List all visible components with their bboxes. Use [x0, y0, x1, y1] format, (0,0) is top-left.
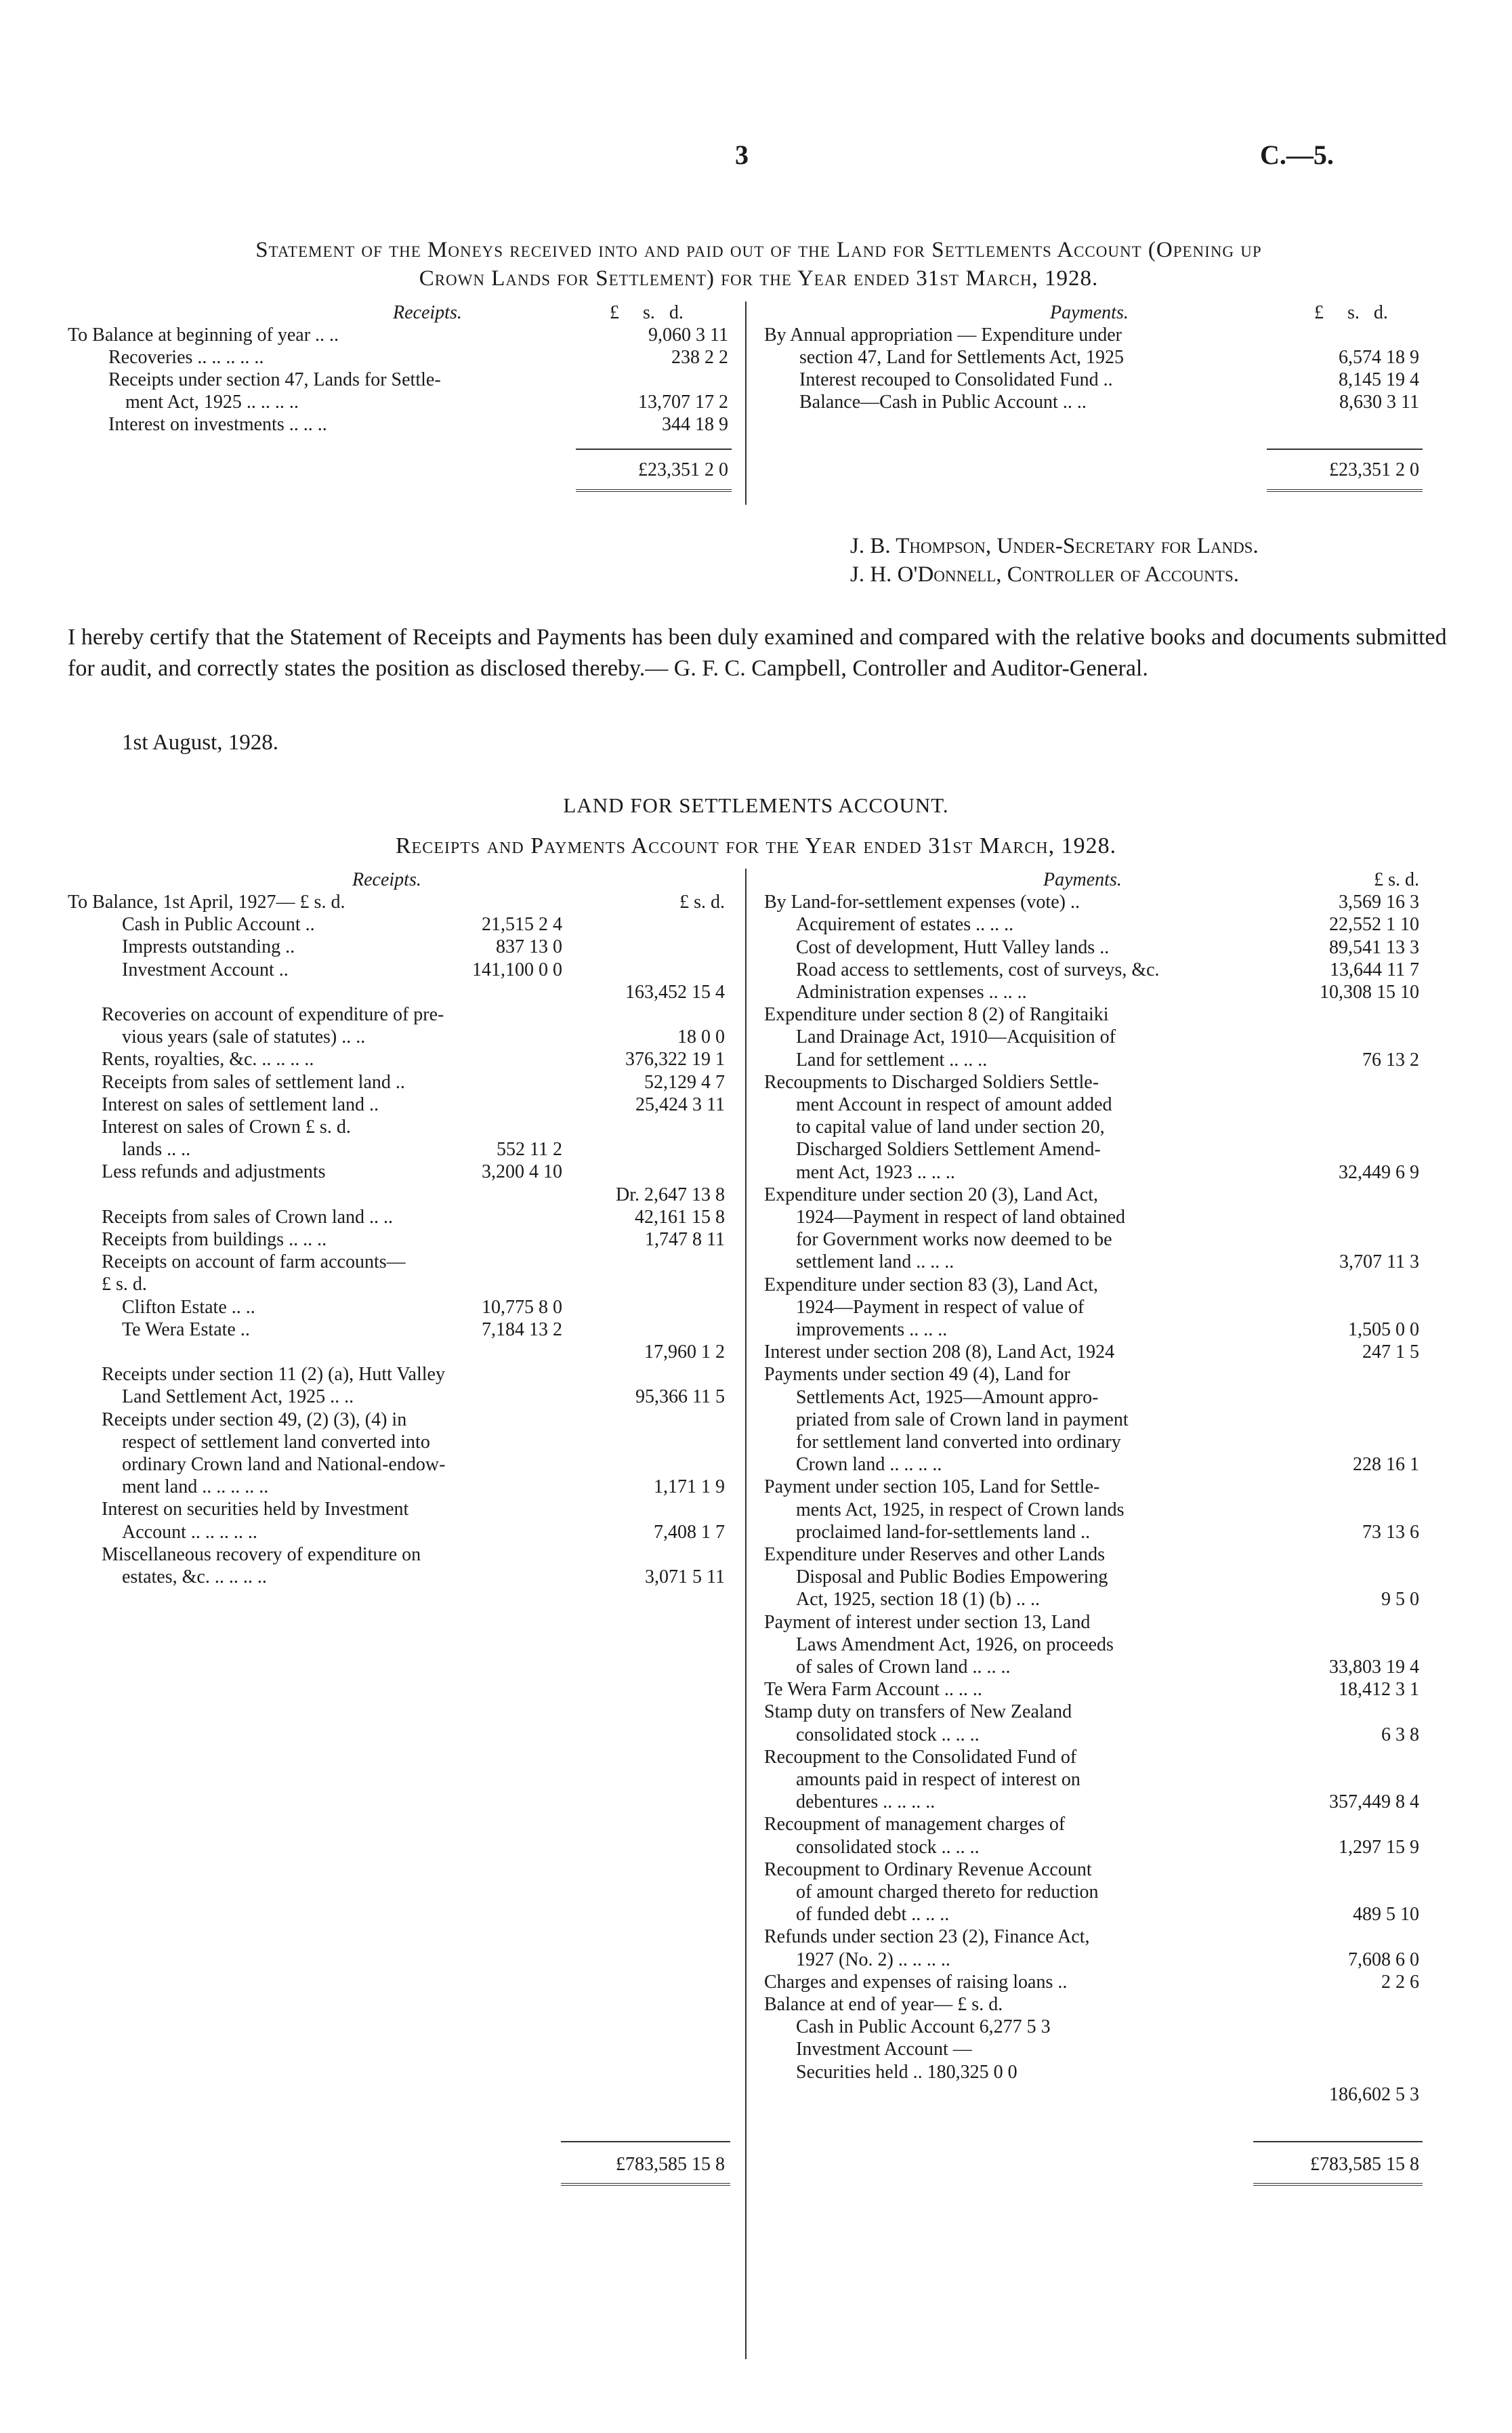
receipt-line: Investment Account ..: [122, 959, 289, 980]
receipt-line: Account .. .. .. .. ..: [122, 1521, 257, 1543]
payment-amount: 228 16 1: [1353, 1454, 1419, 1476]
receipt-line: lands .. ..: [122, 1139, 191, 1161]
payment-line: Settlements Act, 1925—Amount appro-: [796, 1386, 1099, 1408]
receipt-line: vious years (sale of statutes) .. ..: [122, 1026, 366, 1048]
payment-line: Securities held .. 180,325 0 0: [796, 2061, 1017, 2083]
payment-line: By Annual appropriation — Expenditure under: [764, 325, 1122, 346]
receipt-line: Receipts under section 49, (2) (3), (4) in: [102, 1409, 407, 1430]
payment-line: Te Wera Farm Account .. .. ..: [764, 1679, 982, 1701]
payment-line: Disposal and Public Bodies Empowering: [796, 1566, 1108, 1588]
payment-amount: 489 5 10: [1353, 1904, 1419, 1926]
payment-line: Laws Amendment Act, 1926, on proceeds: [796, 1634, 1114, 1655]
receipt-line: Less refunds and adjustments: [102, 1161, 326, 1183]
payment-line: proclaimed land-for-settlements land ..: [796, 1521, 1091, 1543]
payment-amount: 73 13 6: [1362, 1521, 1419, 1543]
payment-line: Cost of development, Hutt Valley lands ..: [796, 936, 1110, 958]
receipt-amount: 42,161 15 8: [635, 1206, 725, 1228]
payment-line: By Land-for-settlement expenses (vote) ..: [764, 892, 1080, 913]
s1-payments-currency: [1314, 301, 1388, 324]
receipt-amount: 3,071 5 11: [645, 1566, 725, 1587]
receipt-amount: Dr. 2,647 13 8: [616, 1184, 725, 1205]
receipt-amount: £ s. d.: [679, 892, 725, 913]
s1-payments-heading: Payments.: [1050, 302, 1129, 323]
payment-line: Expenditure under section 83 (3), Land Act,: [764, 1274, 1098, 1295]
payment-amount: 32,449 6 9: [1339, 1161, 1419, 1183]
payment-line: to capital value of land under section 20,: [796, 1117, 1105, 1138]
payment-amount: 18,412 3 1: [1339, 1679, 1419, 1701]
payment-amount: 247 1 5: [1362, 1342, 1419, 1363]
receipt-amount: 17,960 1 2: [644, 1342, 725, 1363]
payment-line: Road access to settlements, cost of surveys, &c.: [796, 959, 1160, 980]
s1-receipts-currency: [610, 301, 684, 324]
payment-line: Expenditure under section 20 (3), Land Act,: [764, 1184, 1098, 1205]
receipt-line: Receipts under section 47, Lands for Settle-: [108, 369, 441, 390]
payment-line: settlement land .. .. ..: [796, 1251, 954, 1273]
payment-line: ment Act, 1923 .. .. ..: [796, 1161, 955, 1183]
payment-line: Acquirement of estates .. .. ..: [796, 914, 1014, 936]
payment-line: debentures .. .. .. ..: [796, 1791, 936, 1813]
s1-receipts-heading: Receipts.: [393, 302, 462, 323]
receipt-line: Interest on sales of settlement land ..: [102, 1094, 379, 1115]
payment-amount: 7,608 6 0: [1348, 1949, 1419, 1970]
receipt-amount: 18 0 0: [677, 1026, 725, 1048]
receipt-subamount: 3,200 4 10: [482, 1161, 562, 1183]
receipt-subamount: 141,100 0 0: [472, 959, 562, 980]
payment-line: Payment of interest under section 13, Land: [764, 1611, 1091, 1633]
receipt-amount: 52,129 4 7: [644, 1071, 725, 1093]
payment-amount: 6,574 18 9: [1339, 347, 1419, 368]
payment-amount: 3,707 11 3: [1339, 1251, 1419, 1273]
statement2-title: LAND FOR SETTLEMENTS ACCOUNT.: [563, 793, 949, 817]
payment-line: section 47, Land for Settlements Act, 1925: [799, 347, 1125, 368]
payment-line: Recoupments to Discharged Soldiers Settle-: [764, 1071, 1099, 1093]
receipt-amount: 238 2 2: [671, 347, 728, 368]
payment-line: consolidated stock .. .. ..: [796, 1724, 980, 1745]
s2-receipts-total: £783,585 15 8: [616, 2154, 725, 2175]
statement1-title-line1: Statement of the Moneys received into and paid out of the Land for Settlements Account (Opening up: [255, 238, 1262, 262]
receipt-line: £ s. d.: [102, 1274, 147, 1295]
payment-line: improvements .. .. ..: [796, 1319, 948, 1340]
audit-certificate: I hereby certify that the Statement of Receipts and Payments has been duly examined and compared with the relative books and documents submitted for audit, and correctly states the position as disclosed thereby.— G. F. C. Campbell, Controller and Auditor-General.: [68, 625, 1447, 681]
s1-payments-total-rule: [1267, 489, 1423, 492]
receipt-line: Miscellaneous recovery of expenditure on: [102, 1543, 421, 1565]
s2-receipts-heading: Receipts.: [352, 869, 421, 890]
payment-line: consolidated stock .. .. ..: [796, 1836, 980, 1858]
payment-line: Stamp duty on transfers of New Zealand: [764, 1701, 1072, 1723]
payment-line: Interest recouped to Consolidated Fund ..: [799, 369, 1113, 390]
receipt-line: Receipts from sales of settlement land ..: [102, 1071, 405, 1093]
payment-line: for settlement land converted into ordinary: [796, 1432, 1121, 1453]
receipt-line: estates, &c. .. .. .. ..: [122, 1566, 267, 1587]
receipt-line: ment land .. .. .. .. ..: [122, 1476, 269, 1498]
payment-line: Expenditure under section 8 (2) of Rangitaiki: [764, 1004, 1109, 1026]
receipt-subamount: 21,515 2 4: [482, 914, 562, 936]
s1-receipts-total: £23,351 2 0: [638, 459, 728, 480]
payment-line: Recoupment of management charges of: [764, 1814, 1066, 1835]
statement1-title: [68, 236, 1450, 293]
currency-pounds: £: [610, 302, 619, 323]
receipt-amount: 1,747 8 11: [645, 1229, 725, 1250]
payment-amount: £ s. d.: [1374, 869, 1419, 890]
receipt-line: To Balance at beginning of year .. ..: [68, 325, 339, 346]
payment-line: ments Act, 1925, in respect of Crown lands: [796, 1499, 1125, 1520]
receipt-amount: 95,366 11 5: [635, 1386, 725, 1408]
receipt-line: ment Act, 1925 .. .. .. ..: [125, 392, 299, 413]
receipt-line: Land Settlement Act, 1925 .. ..: [122, 1386, 354, 1408]
signature-thompson: J. B. Thompson, Under-Secretary for Lands.: [850, 534, 1259, 558]
payment-amount: 76 13 2: [1362, 1049, 1419, 1070]
payment-line: Refunds under section 23 (2), Finance Act,: [764, 1926, 1090, 1948]
payment-line: 1927 (No. 2) .. .. .. ..: [796, 1949, 950, 1970]
receipt-amount: 1,171 1 9: [654, 1476, 725, 1498]
receipt-line: Rents, royalties, &c. .. .. .. ..: [102, 1049, 314, 1070]
receipt-line: Recoveries .. .. .. .. ..: [108, 347, 264, 368]
payment-line: 1924—Payment in respect of value of: [796, 1296, 1085, 1318]
statement2-subtitle: Receipts and Payments Account for the Year ended 31st March, 1928.: [395, 833, 1117, 858]
s1-column-divider: [745, 301, 747, 505]
s2-receipts-total-rule: [561, 2183, 730, 2186]
receipt-line: Recoveries on account of expenditure of pre-: [102, 1004, 444, 1025]
receipt-line: Receipts on account of farm accounts—: [102, 1251, 406, 1273]
payment-line: amounts paid in respect of interest on: [796, 1769, 1080, 1790]
payment-line: Crown land .. .. .. ..: [796, 1454, 942, 1476]
receipt-amount: 9,060 3 11: [648, 325, 728, 346]
payment-amount: 2 2 6: [1381, 1971, 1419, 1993]
payment-amount: 9 5 0: [1381, 1589, 1419, 1610]
receipt-line: To Balance, 1st April, 1927— £ s. d.: [68, 892, 345, 913]
currency-shillings: s.: [643, 302, 655, 323]
payment-amount: 186,602 5 3: [1329, 2083, 1419, 2105]
payment-amount: 10,308 15 10: [1320, 982, 1419, 1003]
payment-line: Payments under section 49 (4), Land for: [764, 1364, 1070, 1386]
receipt-amount: 25,424 3 11: [635, 1094, 725, 1115]
receipt-line: Receipts from buildings .. .. ..: [102, 1229, 327, 1250]
receipt-line: Clifton Estate .. ..: [122, 1296, 255, 1318]
payment-amount: 1,297 15 9: [1339, 1836, 1419, 1858]
payment-line: Discharged Soldiers Settlement Amend-: [796, 1139, 1101, 1161]
payment-amount: 6 3 8: [1381, 1724, 1419, 1745]
receipt-line: Te Wera Estate ..: [122, 1318, 250, 1340]
s1-receipts-rule: [576, 449, 732, 450]
receipt-amount: 376,322 19 1: [625, 1049, 725, 1070]
receipt-line: Imprests outstanding ..: [122, 936, 295, 958]
signature-odonnell: J. H. O'Donnell, Controller of Accounts.: [850, 562, 1239, 587]
payment-line: of sales of Crown land .. .. ..: [796, 1657, 1011, 1678]
receipt-line: Interest on sales of Crown £ s. d.: [102, 1117, 351, 1138]
receipt-line: Receipts under section 11 (2) (a), Hutt Valley: [102, 1364, 445, 1386]
receipt-amount: 163,452 15 4: [625, 981, 725, 1003]
payment-line: of amount charged thereto for reduction: [796, 1881, 1099, 1902]
s2-payments-total: £783,585 15 8: [1310, 2154, 1419, 2175]
payment-line: Payment under section 105, Land for Settle-: [764, 1476, 1100, 1498]
payment-line: Land for settlement .. .. ..: [796, 1049, 988, 1070]
s2-payments-heading: Payments.: [1043, 869, 1122, 890]
payment-line: Act, 1925, section 18 (1) (b) .. ..: [796, 1589, 1041, 1610]
s1-receipts-total-rule: [576, 489, 732, 492]
s2-column-divider: [745, 869, 747, 2359]
payment-line: 1924—Payment in respect of land obtained: [796, 1207, 1125, 1228]
payment-line: Balance—Cash in Public Account .. ..: [799, 392, 1087, 413]
receipt-line: Interest on investments .. .. ..: [108, 414, 327, 435]
payment-amount: 22,552 1 10: [1329, 914, 1419, 936]
receipt-amount: 13,707 17 2: [638, 392, 728, 413]
payment-line: priated from sale of Crown land in payment: [796, 1409, 1129, 1430]
payment-line: ment Account in respect of amount added: [796, 1094, 1112, 1115]
currency-shillings: s.: [1347, 302, 1360, 323]
payment-line: Recoupment to Ordinary Revenue Account: [764, 1858, 1092, 1880]
payment-amount: 3,569 16 3: [1339, 892, 1419, 913]
receipt-subamount: 837 13 0: [496, 936, 562, 958]
receipt-line: Interest on securities held by Investment: [102, 1499, 409, 1520]
document-reference: C.—5.: [1260, 140, 1334, 170]
payment-amount: 8,145 19 4: [1339, 369, 1419, 390]
payment-line: Administration expenses .. .. ..: [796, 982, 1027, 1003]
s2-payments-rule: [1253, 2141, 1423, 2142]
certificate-date: 1st August, 1928.: [122, 730, 279, 755]
payment-line: Charges and expenses of raising loans ..: [764, 1971, 1068, 1993]
receipt-amount: 7,408 1 7: [654, 1521, 725, 1543]
payment-line: Investment Account —: [796, 2039, 972, 2060]
payment-line: of funded debt .. .. ..: [796, 1904, 950, 1926]
receipt-line: ordinary Crown land and National-endow-: [122, 1454, 446, 1475]
payment-line: for Government works now deemed to be: [796, 1229, 1112, 1251]
s2-receipts-rule: [561, 2141, 730, 2142]
payment-amount: 33,803 19 4: [1329, 1657, 1419, 1678]
payment-line: Balance at end of year— £ s. d.: [764, 1994, 1003, 2015]
statement1-title-line2: Crown Lands for Settlement) for the Year ended 31st March, 1928.: [419, 266, 1099, 291]
payment-amount: 8,630 3 11: [1339, 392, 1419, 413]
receipt-subamount: 10,775 8 0: [482, 1296, 562, 1318]
s2-payments-total-rule: [1253, 2183, 1423, 2186]
receipt-line: Receipts from sales of Crown land .. ..: [102, 1206, 394, 1228]
payment-amount: 13,644 11 7: [1330, 959, 1419, 980]
receipt-subamount: 552 11 2: [497, 1139, 562, 1161]
currency-pence: d.: [669, 302, 684, 323]
payment-line: Interest under section 208 (8), Land Act, 1924: [764, 1342, 1115, 1363]
page-number: 3: [735, 140, 749, 170]
receipt-line: Cash in Public Account ..: [122, 914, 315, 936]
payment-line: Expenditure under Reserves and other Lands: [764, 1544, 1106, 1565]
payment-line: Land Drainage Act, 1910—Acquisition of: [796, 1026, 1116, 1048]
currency-pounds: £: [1314, 302, 1324, 323]
currency-pence: d.: [1373, 302, 1388, 323]
s1-payments-total: £23,351 2 0: [1329, 459, 1419, 480]
payment-line: Recoupment to the Consolidated Fund of: [764, 1746, 1077, 1768]
receipt-subamount: 7,184 13 2: [482, 1318, 562, 1340]
payment-amount: 1,505 0 0: [1348, 1319, 1419, 1340]
payment-line: Cash in Public Account 6,277 5 3: [796, 2016, 1051, 2038]
s1-payments-rule: [1267, 449, 1423, 450]
receipt-line: respect of settlement land converted into: [122, 1431, 430, 1453]
receipt-amount: 344 18 9: [662, 414, 728, 435]
payment-amount: 357,449 8 4: [1329, 1791, 1419, 1813]
payment-amount: 89,541 13 3: [1329, 936, 1419, 958]
